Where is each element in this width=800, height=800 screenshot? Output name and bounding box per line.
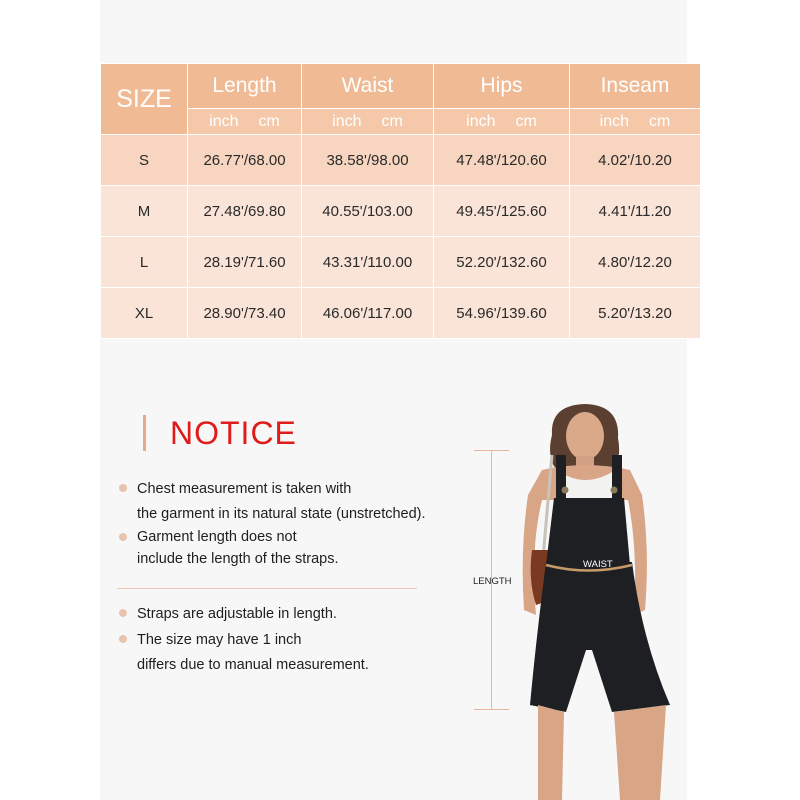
model-romper-illustration — [470, 400, 700, 800]
size-cell: L — [101, 237, 188, 288]
length-cell: 26.77'/68.00 — [188, 135, 302, 186]
bullet-icon — [119, 484, 127, 492]
length-cell: 28.90'/73.40 — [188, 288, 302, 339]
size-cell: S — [101, 135, 188, 186]
bullet-icon — [119, 609, 127, 617]
column-header-inseam: Inseam — [570, 64, 701, 109]
bullet-icon — [119, 533, 127, 541]
right-leg-shape — [614, 705, 666, 800]
table-row — [101, 288, 701, 339]
inseam-cell: 5.20'/13.20 — [570, 288, 701, 339]
size-cell: M — [101, 186, 188, 237]
unit-header — [570, 109, 701, 135]
length-cell: 27.48'/69.80 — [188, 186, 302, 237]
unit-cm: cm — [258, 112, 280, 130]
left-strap-shape — [556, 455, 566, 503]
romper-shorts-shape — [530, 562, 670, 712]
unit-header — [434, 109, 570, 135]
length-cell: 28.19'/71.60 — [188, 237, 302, 288]
notice-title: NOTICE — [170, 415, 297, 451]
unit-header — [302, 109, 434, 135]
bullet-icon — [119, 635, 127, 643]
notice-line: The size may have 1 inch — [137, 632, 302, 648]
size-chart-table — [100, 63, 701, 339]
hips-cell: 49.45'/125.60 — [434, 186, 570, 237]
inseam-cell: 4.02'/10.20 — [570, 135, 701, 186]
table-row — [101, 135, 701, 186]
inseam-cell: 4.41'/11.20 — [570, 186, 701, 237]
size-cell: XL — [101, 288, 188, 339]
button-shape — [562, 487, 569, 494]
notice-line: differs due to manual measurement. — [137, 657, 369, 673]
notice-line: include the length of the straps. — [137, 551, 339, 567]
column-header-hips: Hips — [434, 64, 570, 109]
unit-header — [188, 109, 302, 135]
unit-cm: cm — [515, 112, 537, 130]
table-row — [101, 237, 701, 288]
notice-accent-bar — [143, 415, 146, 451]
unit-inch: inch — [209, 112, 239, 130]
waist-label: WAIST — [583, 559, 613, 570]
hips-cell: 54.96'/139.60 — [434, 288, 570, 339]
waist-cell: 46.06'/117.00 — [302, 288, 434, 339]
waist-cell: 43.31'/110.00 — [302, 237, 434, 288]
unit-inch: inch — [599, 112, 630, 130]
table-row — [101, 186, 701, 237]
unit-cm: cm — [649, 112, 671, 130]
face-shape — [566, 412, 604, 460]
notice-line: Garment length does not — [137, 529, 297, 545]
table-header-row — [101, 64, 701, 109]
waist-cell: 38.58'/98.00 — [302, 135, 434, 186]
column-header-length: Length — [188, 64, 302, 109]
length-label: LENGTH — [473, 576, 512, 587]
unit-inch: inch — [332, 112, 362, 130]
notice-line: Straps are adjustable in length. — [137, 606, 337, 622]
waist-cell: 40.55'/103.00 — [302, 186, 434, 237]
button-shape — [611, 487, 618, 494]
hips-cell: 47.48'/120.60 — [434, 135, 570, 186]
romper-bib-shape — [546, 498, 630, 565]
right-strap-shape — [612, 455, 622, 503]
unit-header-row — [101, 109, 701, 135]
size-header: SIZE — [101, 64, 188, 135]
left-leg-shape — [538, 705, 564, 800]
hips-cell: 52.20'/132.60 — [434, 237, 570, 288]
inseam-cell: 4.80'/12.20 — [570, 237, 701, 288]
notice-divider — [117, 588, 417, 589]
notice-line: Chest measurement is taken with — [137, 481, 352, 497]
unit-inch: inch — [466, 112, 496, 130]
unit-cm: cm — [381, 112, 403, 130]
column-header-waist: Waist — [302, 64, 434, 109]
notice-line: the garment in its natural state (unstretched). — [137, 506, 426, 522]
